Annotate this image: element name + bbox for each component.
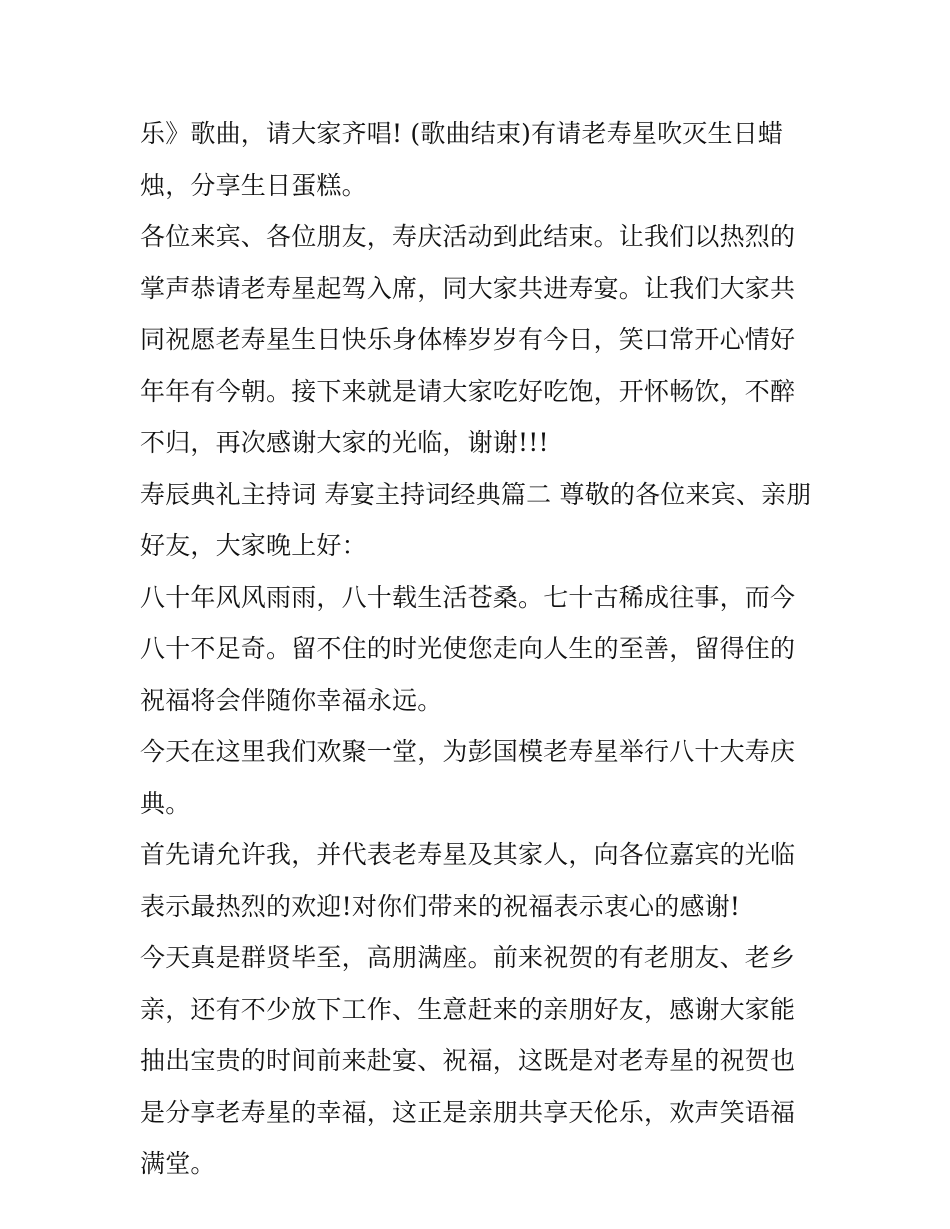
paragraph-welcome: 首先请允许我，并代表老寿星及其家人，向各位嘉宾的光临表示最热烈的欢迎!对你们带来的祝福表示衷心的感谢! (140, 840, 796, 921)
paragraph-closing-remarks: 各位来宾、各位朋友，寿庆活动到此结束。让我们以热烈的掌声恭请老寿星起驾入席，同大家共进寿宴。让我们大家共同祝愿老寿星生日快乐身体棒岁岁有今日，笑口常开心情好年年有今朝。接下来就是请大家吃好吃饱，开怀畅饮，不醉不归，再次感谢大家的光临，谢谢!!! (140, 222, 796, 457)
paragraph-section-heading-greeting: 寿辰典礼主持词 寿宴主持词经典篇二 尊敬的各位来宾、亲朋好友，大家晚上好： (140, 479, 812, 560)
paragraph-song-and-cake: 乐》歌曲，请大家齐唱! (歌曲结束)有请老寿星吹灭生日蜡烛，分享生日蛋糕。 (140, 119, 784, 200)
document-body (140, 108, 820, 1190)
paragraph-gathering: 今天在这里我们欢聚一堂，为彭国模老寿星举行八十大寿庆典。 (140, 737, 796, 818)
paragraph-eighty-years: 八十年风风雨雨，八十载生活苍桑。七十古稀成往事，而今八十不足奇。留不住的时光使您走向人生的至善，留得住的祝福将会伴随你幸福永远。 (140, 582, 796, 715)
paragraph-guests: 今天真是群贤毕至，高朋满座。前来祝贺的有老朋友、老乡亲，还有不少放下工作、生意赶来的亲朋好友，感谢大家能抽出宝贵的时间前来赴宴、祝福，这既是对老寿星的祝贺也是分享老寿星的幸福，这正是亲朋共享天伦乐，欢声笑语福满堂。 (140, 943, 796, 1178)
